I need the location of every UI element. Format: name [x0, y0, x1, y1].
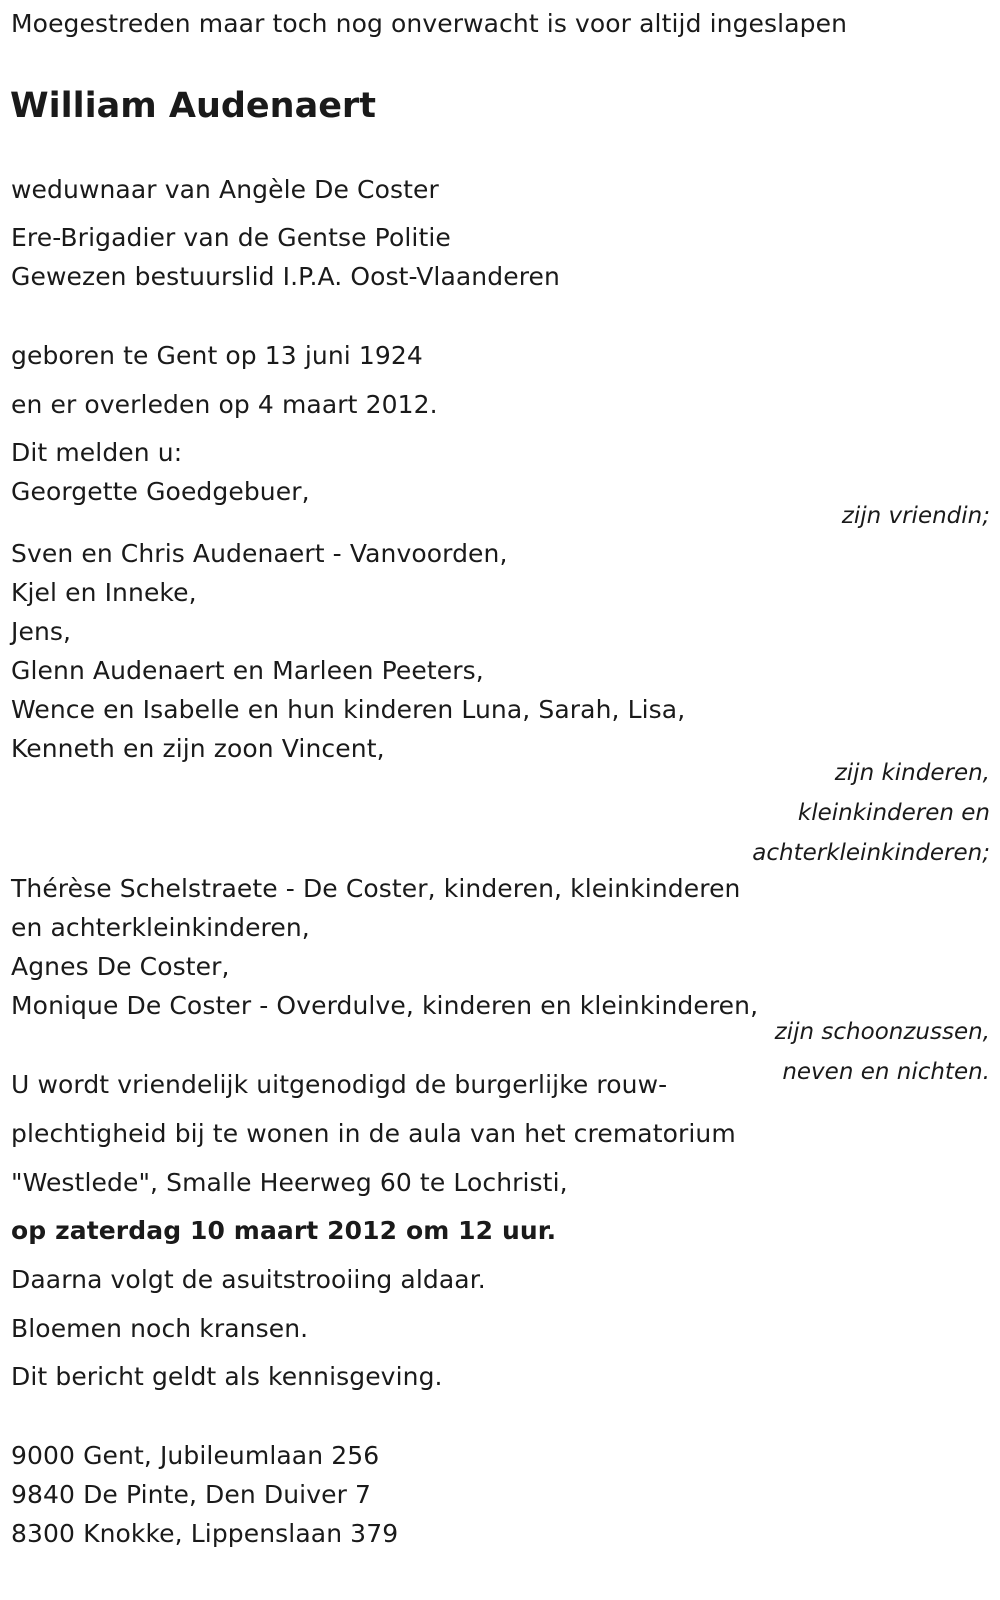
invitation-line: U wordt vriendelijk uitgenodigd de burgerlijke rouw- — [11, 1070, 668, 1099]
address-line: 9000 Gent, Jubileumlaan 256 — [11, 1441, 380, 1470]
children-relation: achterkleinkinderen; — [752, 840, 990, 866]
title-line: Gewezen bestuurslid I.P.A. Oost-Vlaanderen — [11, 262, 560, 291]
child-line: Wence en Isabelle en hun kinderen Luna, Sarah, Lisa, — [11, 695, 686, 724]
children-relation: kleinkinderen en — [797, 800, 990, 826]
note-line: Daarna volgt de asuitstrooiing aldaar. — [11, 1265, 486, 1294]
title-line: Ere-Brigadier van de Gentse Politie — [11, 223, 451, 252]
in-law-line: Thérèse Schelstraete - De Coster, kinderen, kleinkinderen — [11, 874, 741, 903]
in-laws-relation: neven en nichten. — [782, 1059, 990, 1085]
note-line: Dit bericht geldt als kennisgeving. — [11, 1362, 443, 1391]
address-line: 9840 De Pinte, Den Duiver 7 — [11, 1480, 372, 1509]
in-laws-relation: zijn schoonzussen, — [774, 1019, 990, 1045]
invitation-line: plechtigheid bij te wonen in de aula van het crematorium — [11, 1119, 736, 1148]
child-line: Sven en Chris Audenaert - Vanvoorden, — [11, 539, 508, 568]
widower-line: weduwnaar van Angèle De Coster — [11, 175, 439, 204]
in-law-line: Agnes De Coster, — [11, 952, 230, 981]
child-line: Kjel en Inneke, — [11, 578, 197, 607]
friend-name: Georgette Goedgebuer, — [11, 477, 310, 506]
birth-line: geboren te Gent op 13 juni 1924 — [11, 341, 423, 370]
child-line: Kenneth en zijn zoon Vincent, — [11, 734, 385, 763]
opening-line: Moegestreden maar toch nog onverwacht is voor altijd ingeslapen — [11, 9, 848, 38]
in-law-line: en achterkleinkinderen, — [11, 913, 310, 942]
announced-by: Dit melden u: — [11, 438, 183, 467]
ceremony-date: op zaterdag 10 maart 2012 om 12 uur. — [11, 1216, 557, 1245]
note-line: Bloemen noch kransen. — [11, 1314, 309, 1343]
invitation-line: "Westlede", Smalle Heerweg 60 te Lochristi, — [11, 1168, 568, 1197]
in-law-line: Monique De Coster - Overdulve, kinderen en kleinkinderen, — [11, 991, 759, 1020]
friend-relation: zijn vriendin; — [841, 503, 990, 529]
child-line: Jens, — [11, 617, 72, 646]
children-relation: zijn kinderen, — [834, 760, 990, 786]
deceased-name: William Audenaert — [10, 86, 376, 126]
child-line: Glenn Audenaert en Marleen Peeters, — [11, 656, 484, 685]
death-line: en er overleden op 4 maart 2012. — [11, 390, 438, 419]
address-line: 8300 Knokke, Lippenslaan 379 — [11, 1519, 399, 1548]
